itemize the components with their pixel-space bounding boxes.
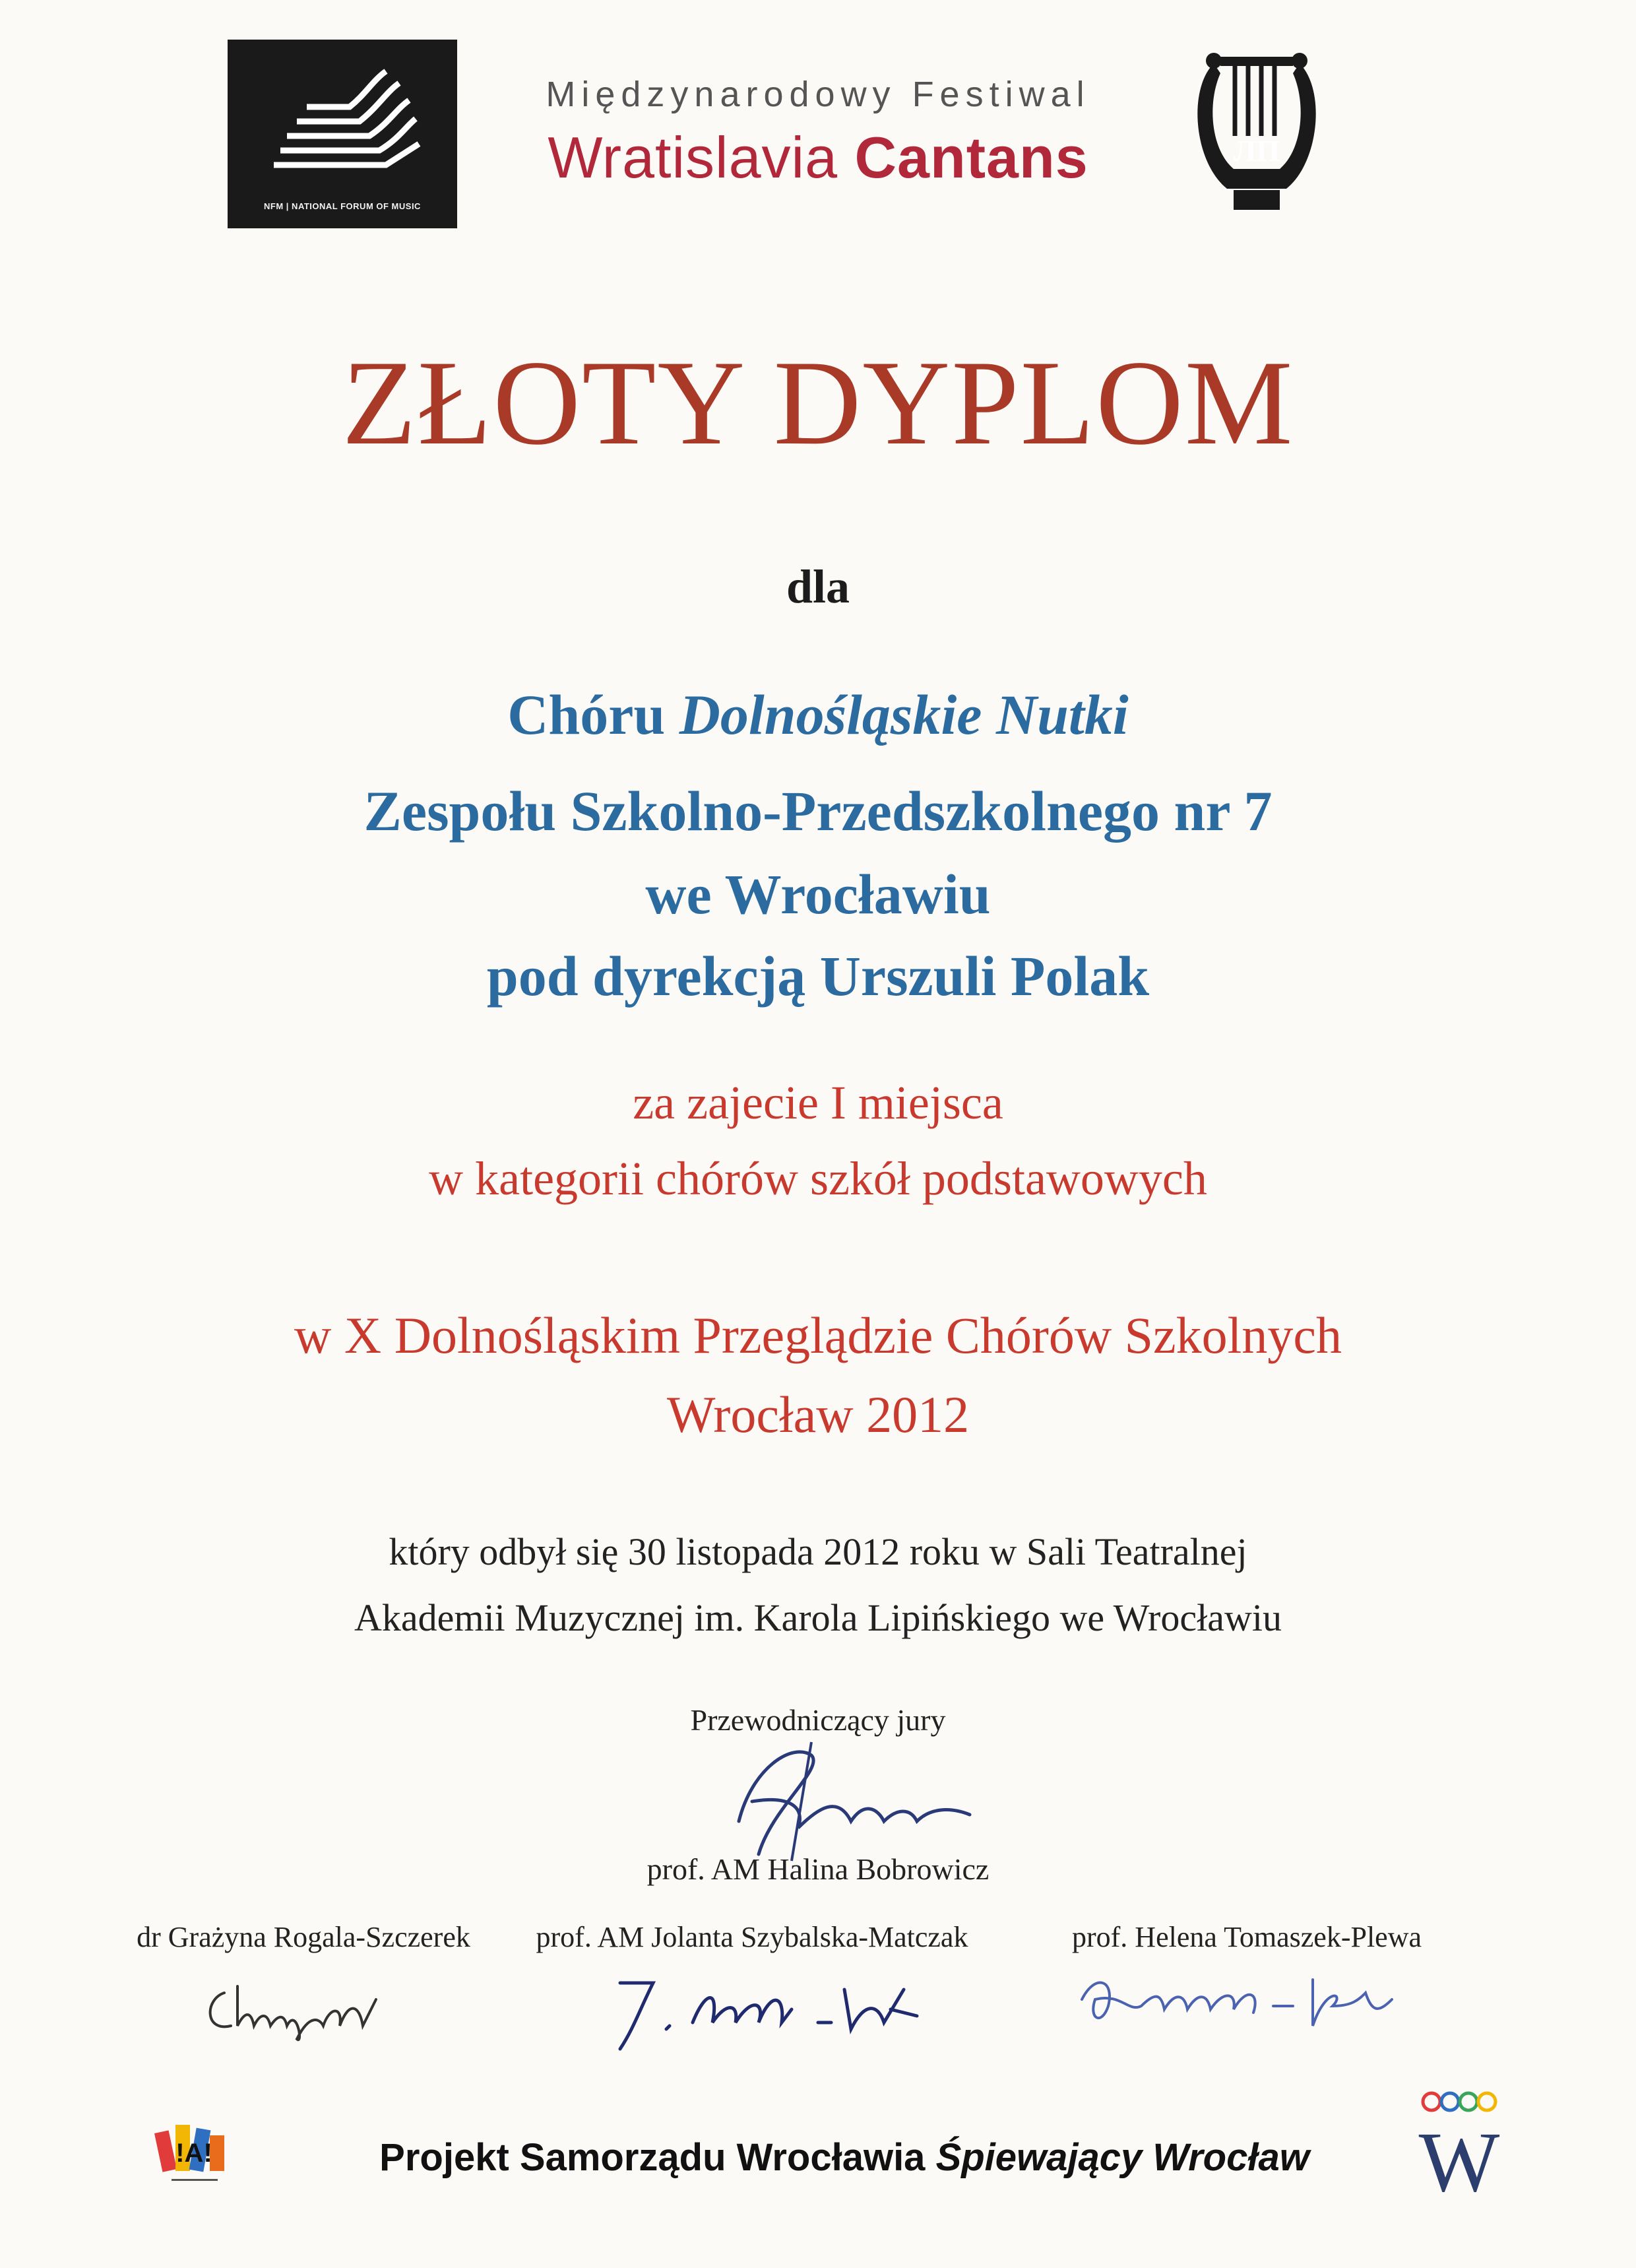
wroclaw-logo xyxy=(152,2112,237,2194)
festival-name-regular: Wratislavia xyxy=(548,125,855,190)
category-line: w kategorii chórów szkół podstawowych xyxy=(429,1152,1207,1205)
svg-text:!A!: !A! xyxy=(175,2139,212,2168)
member-1-signature xyxy=(198,1960,409,2049)
school-line: Zespołu Szkolno-Przedszkolnego nr 7 xyxy=(363,779,1273,843)
city-line: we Wrocławiu xyxy=(645,862,991,926)
jury-chair-name: prof. AM Halina Bobrowicz xyxy=(646,1852,990,1886)
place-line: za zajecie I miejsca xyxy=(633,1076,1003,1129)
held-line-2: Akademii Muzycznej im. Karola Lipińskiego we Wrocławiu xyxy=(354,1596,1282,1639)
project-prefix: Projekt Samorządu Wrocławia xyxy=(379,2136,936,2179)
lyre-logo xyxy=(1187,37,1326,215)
held-line-1: który odbył się 30 listopada 2012 roku w Sali Teatralnej xyxy=(389,1530,1247,1573)
choir-prefix: Chóru xyxy=(507,683,679,746)
jury-member-3: prof. Helena Tomaszek-Plewa xyxy=(1071,1921,1422,1953)
lyre-icon xyxy=(1187,37,1326,215)
nfm-logo xyxy=(228,40,457,228)
director-line: pod dyrekcją Urszuli Polak xyxy=(486,944,1150,1008)
festival-name xyxy=(501,124,1135,191)
member-2-signature xyxy=(594,1963,937,2059)
jury-member-1: dr Grażyna Rogala-Szczerek xyxy=(137,1921,470,1953)
nfm-caption: NFM | NATIONAL FORUM OF MUSIC xyxy=(264,201,421,211)
jury-chair-role: Przewodniczący jury xyxy=(690,1703,946,1737)
review-line: w X Dolnośląskim Przeglądzie Chórów Szkolnych xyxy=(294,1307,1342,1364)
festival-name-bold: Cantans xyxy=(854,125,1088,190)
member-3-signature xyxy=(1062,1953,1405,2049)
choir-line xyxy=(0,683,1636,746)
svg-text:ЛП: ЛП xyxy=(1233,134,1280,168)
for-label: dla xyxy=(786,560,850,613)
jury-member-2: prof. AM Jolanta Szybalska-Matczak xyxy=(536,1921,968,1953)
festival-subtitle: Międzynarodowy Festiwal xyxy=(546,75,1090,114)
nfm-wave-icon xyxy=(254,66,432,178)
project-name: Śpiewający Wrocław xyxy=(935,2136,1309,2179)
choir-name: Dolnośląskie Nutki xyxy=(679,683,1129,746)
svg-text:W: W xyxy=(1418,2115,1500,2204)
year-line: Wrocław 2012 xyxy=(666,1386,970,1443)
spiewajacy-wroclaw-logo xyxy=(1418,2085,1504,2207)
project-line xyxy=(251,2135,1438,2180)
diploma-title: ZŁOTY DYPLOM xyxy=(342,335,1294,470)
